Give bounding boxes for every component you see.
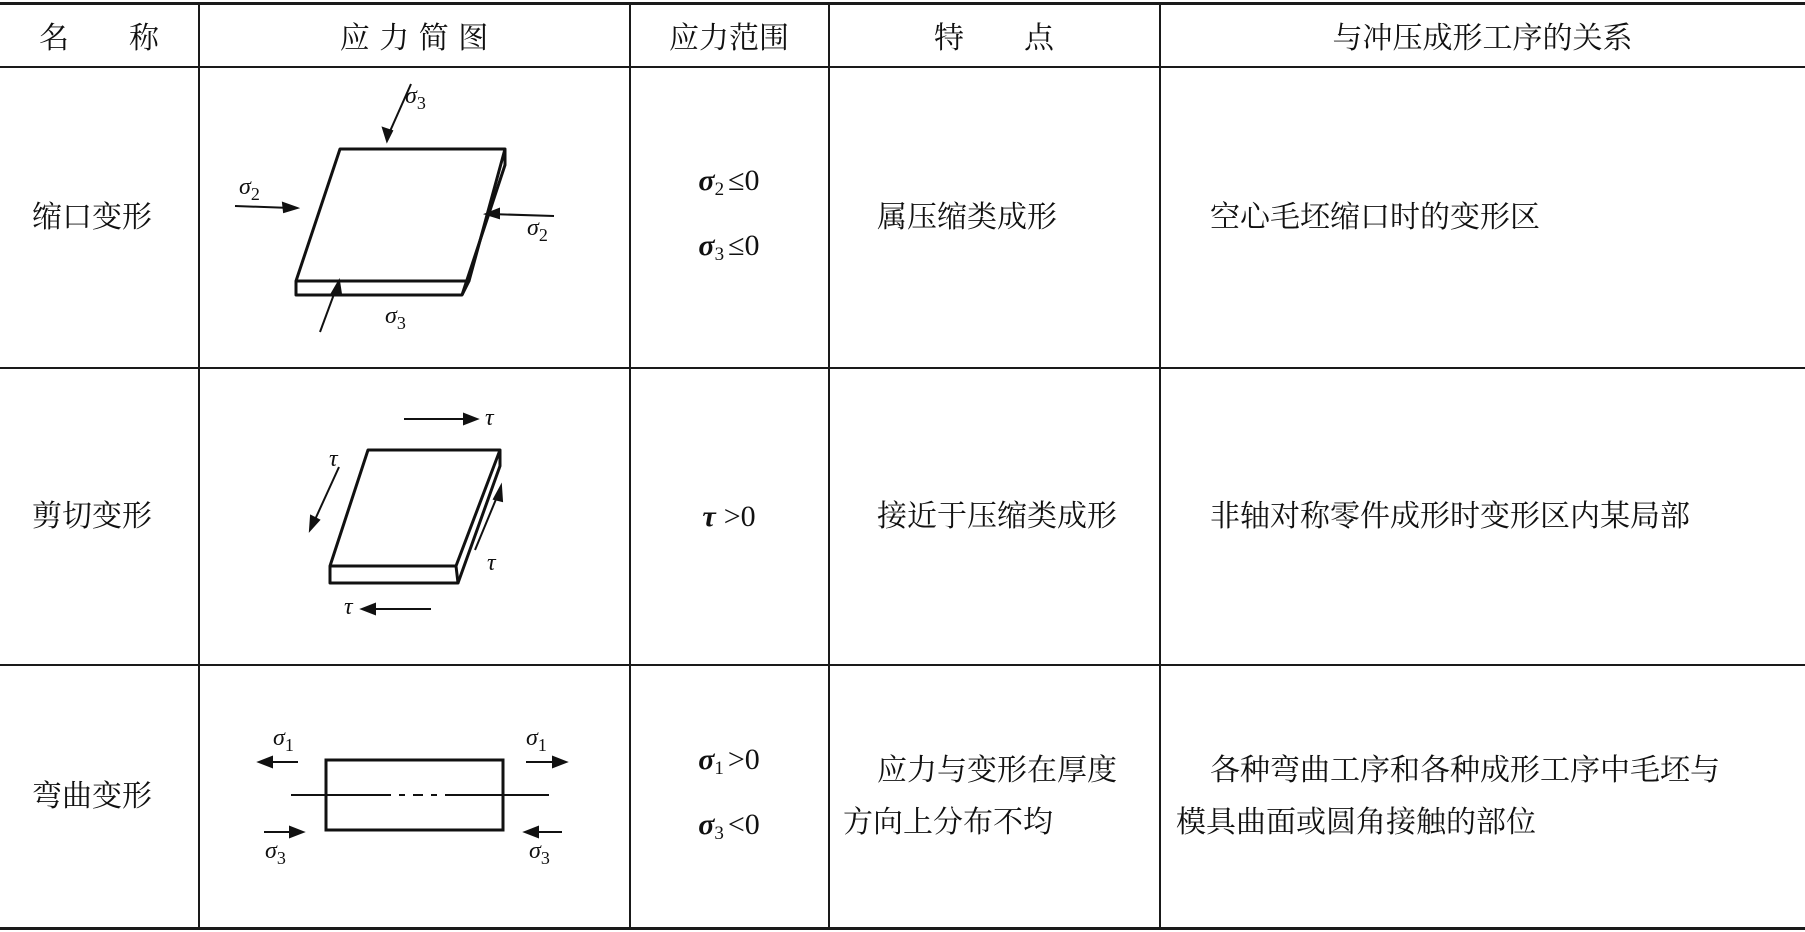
col-divider-4: [1159, 4, 1161, 928]
row1-feature-text: 属压缩类成形: [877, 199, 1057, 235]
row2-feature: [877, 369, 1159, 664]
row2-name-text: 剪切变形: [32, 498, 152, 534]
header-range: [630, 4, 828, 66]
header-diagram-text: 应 力 简 图: [339, 21, 489, 56]
sigma1-right-label: $\sigma_1$: [526, 725, 547, 755]
row1-range-line-1: $\sigma_2 \le 0$: [698, 163, 760, 200]
row3-range-line-2: $\sigma_3 <0$: [698, 807, 760, 844]
row3-range-line-1: $\sigma_1 >0$: [698, 742, 760, 779]
row3-name: [32, 666, 198, 927]
row1-feature: [877, 68, 1159, 367]
shear-stress-diagram: [199, 369, 629, 664]
sigma1-left-label: $\sigma_1$: [273, 725, 294, 755]
header-diagram: [199, 4, 629, 66]
sigma3-top-label: $\sigma_3$: [405, 83, 426, 113]
row3-name-text: 弯曲变形: [32, 778, 152, 814]
row2-range-line-1: τ >0: [702, 499, 756, 533]
header-range-text: 应力范围: [669, 21, 789, 56]
row1-name-text: 缩口变形: [32, 199, 152, 235]
row2-feature-text: 接近于压缩类成形: [877, 498, 1117, 534]
tau-left-label: τ: [329, 446, 338, 472]
row3-range-formulas: [698, 732, 760, 862]
tau-bottom-label: τ: [344, 594, 353, 620]
tau-top-label: τ: [485, 405, 494, 431]
header-name: [0, 4, 198, 66]
sigma2-right-label: $\sigma_2$: [527, 215, 548, 245]
row3-feature: [843, 666, 1159, 927]
row2-range: [630, 369, 828, 664]
row1-diagram: [199, 68, 629, 367]
row2-range-formulas: [702, 489, 755, 545]
header-relation-text: 与冲压成形工序的关系: [1332, 21, 1633, 56]
bending-stress-diagram: [199, 666, 629, 927]
row3-relation-line-1: 各种弯曲工序和各种成形工序中毛坯与: [1210, 752, 1720, 788]
row2-diagram: [199, 369, 629, 664]
row1-range-line-2: $\sigma_3 \le 0$: [698, 228, 760, 265]
col-divider-3: [828, 4, 830, 928]
row3-feature-line-2: 方向上分布不均: [843, 804, 1053, 840]
row3-relation: [1176, 666, 1805, 927]
row3-relation-line-2: 模具曲面或圆角接触的部位: [1176, 804, 1536, 840]
row3-range: [630, 666, 828, 927]
table-bottom-border: [0, 927, 1805, 930]
tau-right-label: τ: [487, 550, 496, 576]
header-feature: [829, 4, 1159, 66]
sigma3-bottom-label: $\sigma_3$: [385, 303, 406, 333]
row1-name: [32, 68, 198, 367]
row1-relation: [1210, 68, 1805, 367]
header-name-text: 名 称: [39, 21, 159, 56]
row2-relation: [1210, 369, 1805, 664]
row1-range: [630, 68, 828, 367]
row3-relation-block: [1176, 745, 1720, 849]
row1-range-formulas: [698, 153, 759, 283]
header-relation: [1160, 4, 1805, 66]
necking-stress-diagram: [199, 68, 629, 367]
sigma3-left-label: $\sigma_3$: [265, 838, 286, 868]
row3-diagram: [199, 666, 629, 927]
sigma2-left-label: $\sigma_2$: [239, 174, 260, 204]
row1-relation-text: 空心毛坯缩口时的变形区: [1210, 199, 1540, 235]
row3-feature-block: [843, 745, 1117, 849]
row3-feature-line-1: 应力与变形在厚度: [877, 752, 1117, 788]
row2-name: [32, 369, 198, 664]
sigma3-right-label: $\sigma_3$: [529, 838, 550, 868]
row2-relation-text: 非轴对称零件成形时变形区内某局部: [1210, 498, 1690, 534]
header-feature-text: 特 点: [934, 21, 1054, 56]
